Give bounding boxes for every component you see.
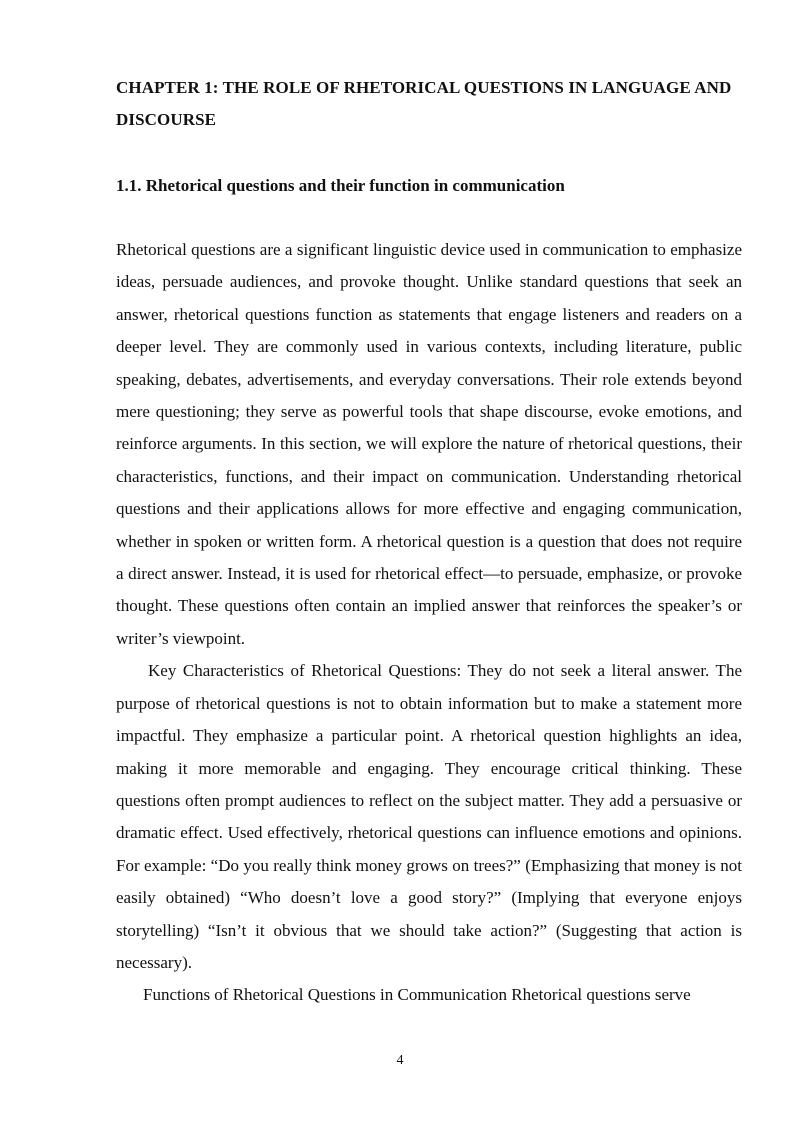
body-paragraph-2: Key Characteristics of Rhetorical Questions: They do not seek a literal answer. The purpose of rhetorical questions is not to obtain information but to make a statement more impactful. They emphasize a particular point. A rhetorical question highlights an idea, making it more memorable and engaging. They encourage critical thinking. These questions often prompt audiences to reflect on the subject matter. They add a persuasive or dramatic effect. Used effectively, rhetorical questions can influence emotions and opinions. For example: “Do you really think money grows on trees?” (Emphasizing that money is not easily obtained) “Who doesn’t love a good story?” (Implying that everyone enjoys storytelling) “Isn’t it obvious that we should take action?” (Suggesting that action is necessary). — [116, 661, 742, 972]
body-paragraph-1: Rhetorical questions are a significant linguistic device used in communication to emphasize ideas, persuade audiences, and provoke thought. Unlike standard questions that seek an answer, rhetorical questions function as statements that engage listeners and readers on a deeper level. They are commonly used in various contexts, including literature, public speaking, debates, advertisements, and everyday conversations. Their role extends beyond mere questioning; they serve as powerful tools that shape discourse, evoke emotions, and reinforce arguments. In this section, we will explore the nature of rhetorical questions, their characteristics, functions, and their impact on communication. Understanding rhetorical questions and their applications allows for more effective and engaging communication, whether in spoken or written form. A rhetorical question is a question that does not require a direct answer. Instead, it is used for rhetorical effect—to persuade, emphasize, or provoke thought. These questions often contain an implied answer that reinforces the speaker’s or writer’s viewpoint. — [116, 240, 742, 648]
body-paragraph-3: Functions of Rhetorical Questions in Communication Rhetorical questions serve — [143, 985, 691, 1005]
document-page — [116, 72, 742, 1012]
chapter-title: CHAPTER 1: THE ROLE OF RHETORICAL QUESTIONS IN LANGUAGE AND DISCOURSE — [116, 78, 732, 129]
section-title: 1.1. Rhetorical questions and their function in communication — [116, 176, 565, 195]
page-number: 4 — [396, 1053, 404, 1068]
